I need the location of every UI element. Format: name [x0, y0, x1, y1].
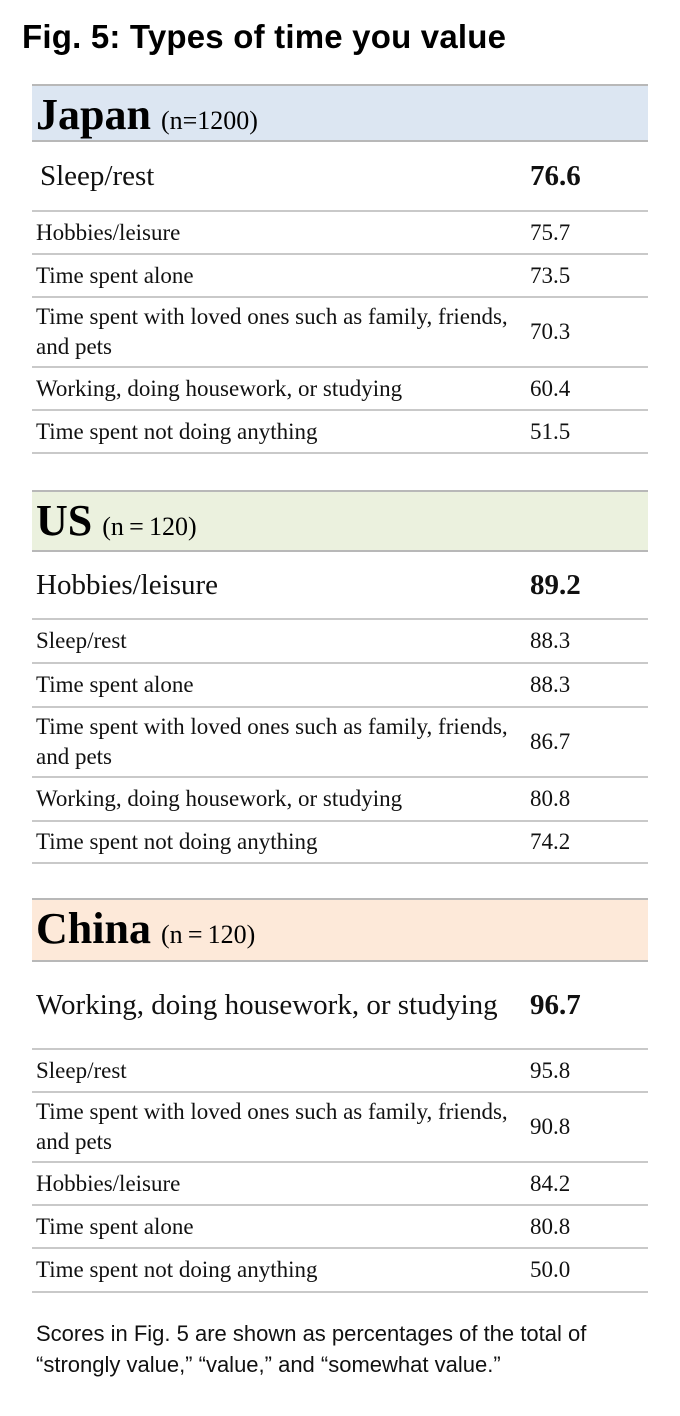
row-value: 50.0	[530, 1257, 571, 1282]
row-value: 51.5	[530, 418, 571, 444]
table-row	[32, 552, 648, 620]
row-value: 84.2	[530, 1170, 571, 1196]
table-row	[32, 1050, 648, 1093]
row-value: 74.2	[530, 829, 571, 854]
section-japan	[32, 84, 648, 454]
row-label: Time spent alone	[36, 262, 194, 288]
row-label: Working, doing housework, or studying	[36, 989, 498, 1021]
table-row	[32, 368, 648, 411]
row-label: Working, doing housework, or studying	[36, 786, 403, 811]
country-name: China	[36, 904, 151, 953]
table-row	[32, 1093, 648, 1163]
table-row	[32, 1249, 648, 1293]
figure-title: Fig. 5: Types of time you value	[22, 18, 507, 55]
table-row	[32, 778, 648, 822]
row-label: Time spent alone	[36, 1213, 194, 1239]
row-value: 95.8	[530, 1057, 571, 1083]
sample-size: (n=1200)	[160, 106, 258, 135]
row-value: 80.8	[530, 786, 571, 811]
table-row	[32, 664, 648, 708]
row-value: 86.7	[530, 729, 571, 754]
country-name: US	[36, 496, 93, 545]
table-row	[32, 1163, 648, 1206]
table-row	[32, 1206, 648, 1249]
row-label: Sleep/rest	[36, 628, 127, 653]
row-value: 96.7	[530, 988, 581, 1021]
table-row	[32, 411, 648, 454]
section-header	[32, 84, 648, 142]
footnote: Scores in Fig. 5 are shown as percentages of the total of “strongly value,” “value,” and “somewhat value.”	[36, 1321, 587, 1377]
row-label: Hobbies/leisure	[36, 569, 219, 601]
sample-size: (n = 120)	[102, 512, 197, 541]
table-row	[32, 255, 648, 298]
table-row	[32, 822, 648, 864]
row-label: Working, doing housework, or studying	[36, 375, 403, 401]
row-value: 70.3	[530, 319, 571, 344]
row-label: Hobbies/leisure	[36, 1170, 181, 1196]
row-value: 76.6	[530, 159, 581, 192]
row-label: Sleep/rest	[40, 160, 155, 192]
row-label: Time spent with loved ones such as family, friends, and pets	[36, 304, 508, 359]
row-label: Time spent not doing anything	[36, 418, 318, 444]
row-label: Time spent not doing anything	[36, 829, 318, 854]
table-row	[32, 620, 648, 664]
row-value: 88.3	[530, 628, 571, 653]
sample-size: (n = 120)	[160, 920, 256, 949]
row-value: 60.4	[530, 375, 571, 401]
row-value: 75.7	[530, 219, 571, 245]
row-value: 73.5	[530, 262, 571, 288]
row-label: Hobbies/leisure	[36, 219, 181, 245]
row-label: Time spent with loved ones such as family, friends, and pets	[36, 1099, 508, 1154]
table-row	[32, 962, 648, 1050]
row-label: Time spent not doing anything	[36, 1257, 318, 1282]
section-header	[32, 490, 648, 552]
row-label: Sleep/rest	[36, 1057, 127, 1083]
section-china	[32, 898, 648, 1293]
section-header	[32, 898, 648, 962]
row-value: 80.8	[530, 1213, 571, 1239]
row-value: 89.2	[530, 568, 581, 601]
table-row	[32, 298, 648, 368]
row-value: 88.3	[530, 672, 571, 697]
table-row	[32, 142, 648, 212]
table-row	[32, 708, 648, 778]
country-name: Japan	[36, 90, 151, 139]
row-value: 90.8	[530, 1114, 571, 1139]
row-label: Time spent alone	[36, 672, 194, 697]
row-label: Time spent with loved ones such as family, friends, and pets	[36, 714, 508, 769]
section-us	[32, 490, 648, 864]
table-row	[32, 212, 648, 255]
